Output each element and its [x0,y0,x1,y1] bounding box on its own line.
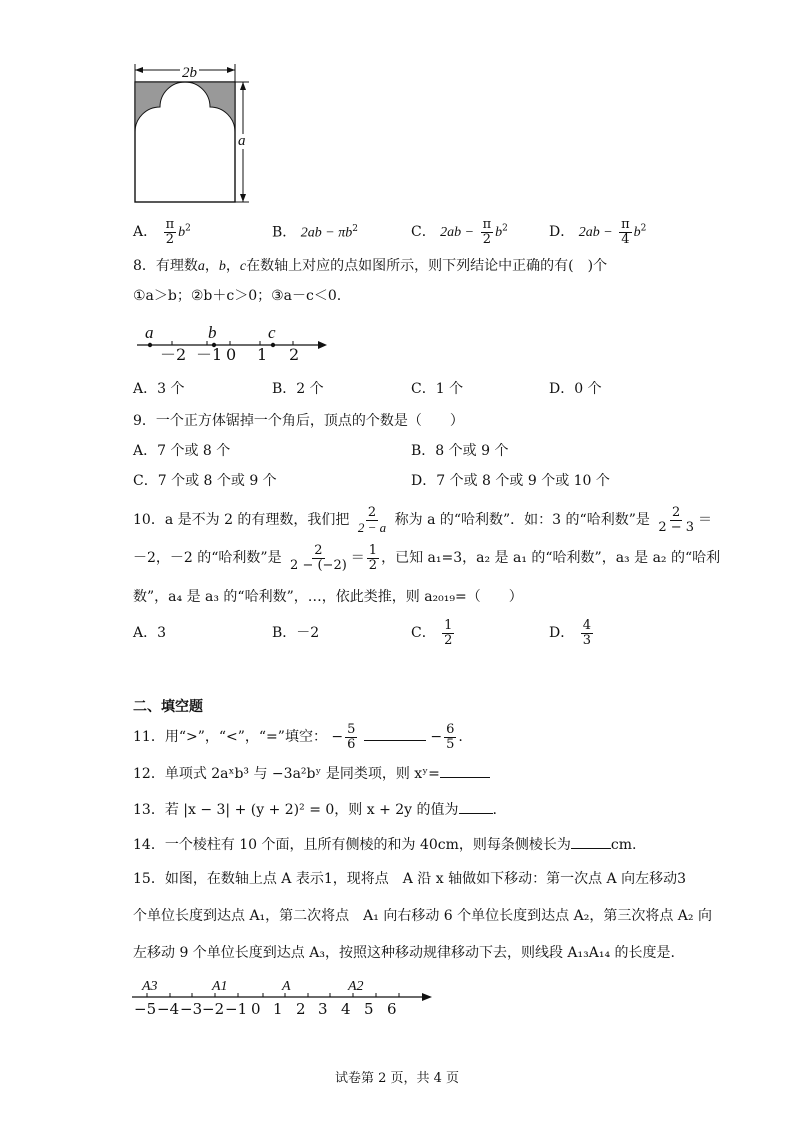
section-heading: 二、填空题 [133,699,203,715]
q10-option-b: B．－2 [272,625,320,641]
figure-width-label: 2b [182,65,197,81]
q13: 13．若 |x − 3| + (y + 2)² = 0，则 x + 2y 的值为 . [133,802,497,818]
q15-line3: 左移动 9 个单位长度到达点 A₃，按照这种移动规律移动下去，则线段 A₁₃A₁₄ 的长度是. [133,945,675,961]
q8-tick-label: －1 [196,345,223,364]
q7-option-d: D． 2ab − $\frac{\pi}{4}$ $b^2$ [549,217,647,247]
q9-option-c: C．7 个或 8 个或 9 个 [133,473,277,489]
q10-option-a: A．3 [133,625,167,641]
q8-option-b: B．2 个 [272,381,324,397]
q7-option-b: B． $2ab - \pi b^2$ [272,224,358,241]
q8-tick-label: －2 [160,345,187,364]
q10-option-c: C． $\frac{1}{2}$ [411,618,453,648]
q11: 11．用“>”，“<”，“=”填空： − $\frac{5}{6}$ − $\frac{6}{5}$ . [133,722,463,752]
q8-conditions: ①a＞b；②b＋c＞0；③a－c＜0. [133,288,342,304]
q10-line1: 10．a 是不为 2 的有理数，我们把 $\frac{2}{2 - a}$ 称为 a 的“哈利数”．如：3 的“哈利数”是 $\frac{2}{2 - 3}$ ＝ [133,505,713,535]
q8-stem: 8．有理数a，b，c在数轴上对应的点如图所示，则下列结论中正确的有( )个 [133,258,608,274]
q8-tick-label: 2 [289,345,300,364]
q15-point-a2: A2 [348,979,364,994]
q9-stem: 9．一个正方体锯掉一个角后，顶点的个数是（ ） [133,413,464,429]
q8-tick-label: 0 [226,345,237,364]
q8-option-c: C．1 个 [411,381,464,397]
q8-tick-label: 1 [257,345,268,364]
q10-option-d: D． $\frac{4}{3}$ [549,618,591,648]
q7-option-c: C． 2ab − $\frac{\pi}{2}$ $b^2$ [411,217,508,247]
q8-option-a: A．3 个 [133,381,185,397]
q15-ticks: −5−4−3−2−1 0 1 2 3 4 5 6 [134,1000,397,1018]
q9-option-d: D．7 个或 8 个或 9 个或 10 个 [411,473,610,489]
q7-option-a: A． $\frac{\pi}{2}$ $b^2$ [133,217,191,247]
q15-point-a3: A3 [142,979,158,994]
page-footer: 试卷第 2 页，共 4 页 [334,1071,460,1086]
q8-label-c: c [268,323,276,342]
q15-line2: 个单位长度到达点 A₁，第二次将点 A₁ 向右移动 6 个单位长度到达点 A₂，第三次将点 A₂ 向 [133,908,712,924]
q12: 12．单项式 2aˣb³ 与 −3a²bʸ 是同类项，则 xʸ= [133,767,490,781]
q15-point-a1: A1 [212,979,228,994]
q10-line3: 数”，a₄ 是 a₃ 的“哈利数”，…，依此类推，则 a₂₀₁₉=（ ） [133,589,523,605]
figure-height-label: a [238,133,246,149]
q15-line1: 15．如图，在数轴上点 A 表示1，现将点 A 沿 x 轴做如下移动：第一次点 A 向左移动3 [133,871,687,887]
q14: 14．一个棱柱有 10 个面，且所有侧棱的和为 40cm，则每条侧棱长为 cm. [133,837,637,853]
q8-label-a: a [145,323,154,342]
q9-option-b: B．8 个或 9 个 [411,443,509,459]
q9-option-a: A．7 个或 8 个 [133,443,231,459]
q8-option-d: D．0 个 [549,381,602,397]
q10-line2: －2，－2 的“哈利数”是 $\frac{2}{2 - (-2)}$ ＝ $\frac{1}{2}$ ，已知 a₁=3，a₂ 是 a₁ 的“哈利数”，a₃ 是 a₂ 的“哈利 [133,543,721,573]
q15-point-a: A [282,979,291,994]
q8-label-b: b [208,323,217,342]
